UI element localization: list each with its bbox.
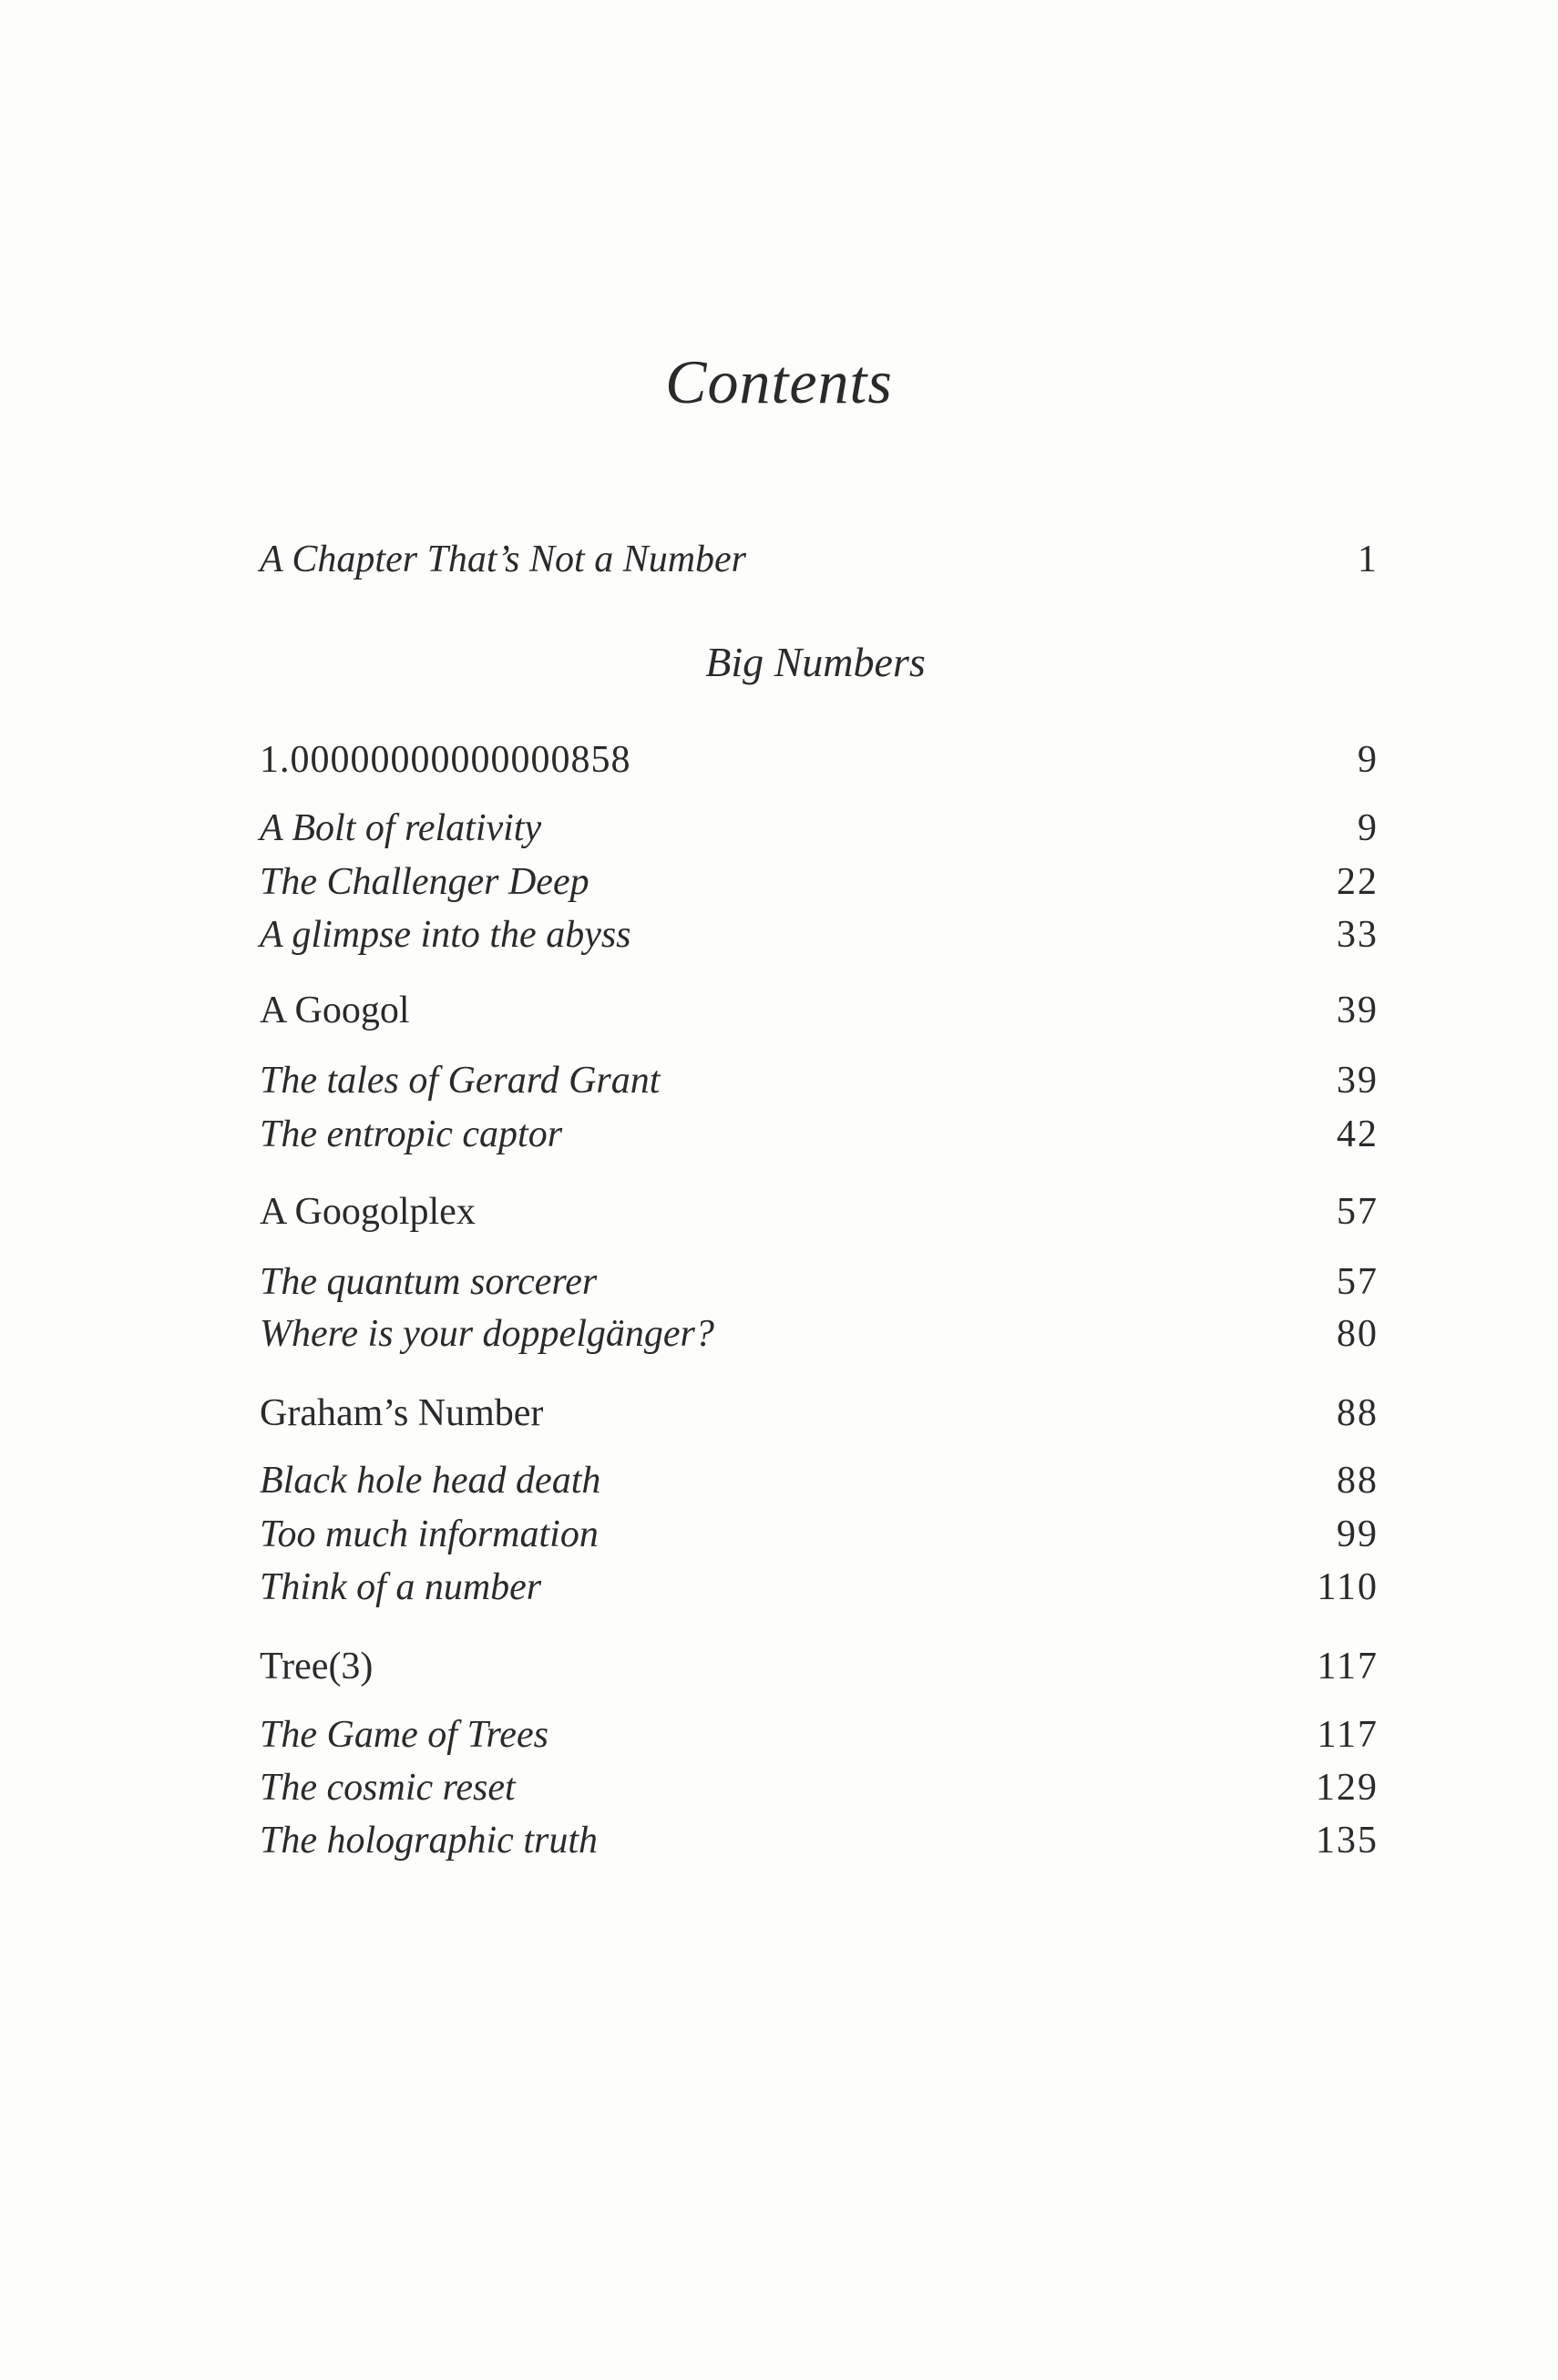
toc-entry-sub[interactable] <box>260 1459 1379 1503</box>
toc-entry-label: The quantum sorcerer <box>260 1261 598 1303</box>
toc-entry-label: The cosmic reset <box>260 1767 516 1809</box>
toc-entry-label: The tales of Gerard Grant <box>260 1060 661 1102</box>
toc-entry-page: 117 <box>1317 1646 1379 1688</box>
toc-entry-page: 39 <box>1337 990 1379 1031</box>
toc-entry-page: 1 <box>1358 539 1379 580</box>
toc-entry-page: 88 <box>1337 1392 1379 1434</box>
toc-entry-intro[interactable] <box>260 538 1379 581</box>
toc-entry-sub[interactable] <box>260 913 1379 957</box>
toc-entry-label: A Bolt of relativity <box>260 807 542 849</box>
toc-entry-page: 42 <box>1337 1113 1379 1155</box>
toc-entry-label: Black hole head death <box>260 1460 601 1502</box>
section-title: Big Numbers <box>705 639 926 685</box>
toc-entry-page: 39 <box>1337 1060 1379 1102</box>
toc-entry-label: The Challenger Deep <box>260 861 589 903</box>
toc-entry-label: The holographic truth <box>260 1820 599 1862</box>
toc-entry-page: 88 <box>1337 1460 1379 1502</box>
toc-entry-label: The entropic captor <box>260 1113 563 1155</box>
toc-entry-page: 80 <box>1337 1313 1379 1355</box>
toc-entry-label: A glimpse into the abyss <box>260 914 631 956</box>
toc-entry-page: 33 <box>1337 914 1379 956</box>
toc-entry-page: 22 <box>1337 861 1379 903</box>
toc-entry-sub[interactable] <box>260 1113 1379 1156</box>
page-title: Contents <box>665 347 893 416</box>
toc-entry-page: 117 <box>1317 1714 1379 1756</box>
toc-entry-page: 135 <box>1316 1820 1379 1862</box>
toc-entry-label: Think of a number <box>260 1566 542 1608</box>
toc-entry-label: Graham’s Number <box>260 1392 544 1434</box>
toc-entry-sub[interactable] <box>260 1260 1379 1304</box>
toc-entry-page: 9 <box>1358 807 1379 849</box>
toc-entry-main[interactable] <box>260 1190 1379 1234</box>
toc-entry-label: Too much information <box>260 1513 599 1555</box>
toc-entry-label: Where is your doppelgänger? <box>260 1313 714 1355</box>
toc-entry-sub[interactable] <box>260 1819 1379 1862</box>
toc-entry-page: 99 <box>1337 1513 1379 1555</box>
toc-entry-label: The Game of Trees <box>260 1714 548 1756</box>
toc-entry-sub[interactable] <box>260 1713 1379 1757</box>
toc-entry-page: 129 <box>1316 1767 1379 1809</box>
toc-entry-sub[interactable] <box>260 806 1379 850</box>
toc-entry-sub[interactable] <box>260 1513 1379 1556</box>
toc-entry-label: 1.00000000000000858 <box>260 739 631 781</box>
toc-entry-main[interactable] <box>260 1645 1379 1688</box>
toc-entry-main[interactable] <box>260 989 1379 1032</box>
toc-entry-label: Tree(3) <box>260 1646 374 1688</box>
toc-entry-sub[interactable] <box>260 1766 1379 1810</box>
toc-entry-sub[interactable] <box>260 1312 1379 1356</box>
toc-entry-page: 57 <box>1337 1261 1379 1303</box>
toc-entry-page: 57 <box>1337 1191 1379 1233</box>
toc-entry-main[interactable] <box>260 738 1379 782</box>
toc-entry-sub[interactable] <box>260 860 1379 904</box>
toc-entry-label: A Chapter That’s Not a Number <box>260 539 747 580</box>
toc-entry-sub[interactable] <box>260 1565 1379 1609</box>
toc-entry-sub[interactable] <box>260 1059 1379 1103</box>
toc-entry-page: 9 <box>1358 739 1379 781</box>
toc-entry-main[interactable] <box>260 1391 1379 1435</box>
toc-entry-label: A Googolplex <box>260 1191 476 1233</box>
toc-entry-page: 110 <box>1317 1566 1379 1608</box>
toc-entry-label: A Googol <box>260 990 410 1031</box>
